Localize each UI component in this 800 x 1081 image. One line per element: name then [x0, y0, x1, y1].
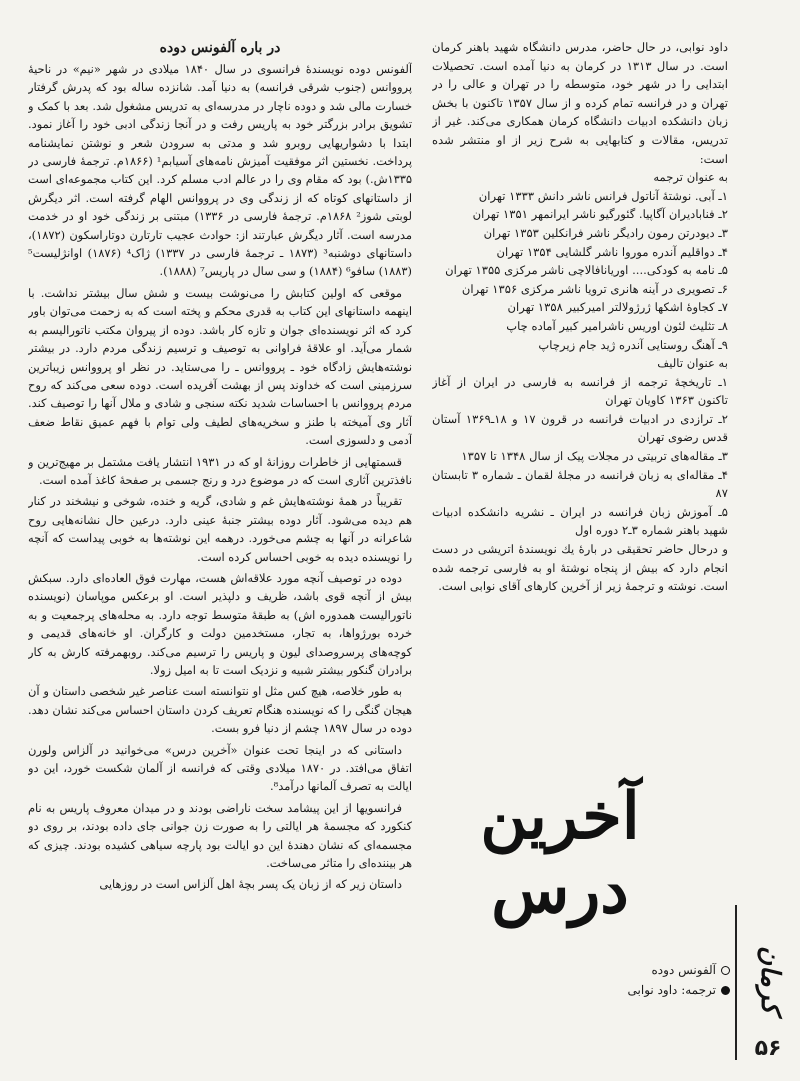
magazine-logo: کرمان: [755, 946, 785, 1014]
story-credits: [560, 960, 730, 1008]
list-item: ۱ـ تاریخچۀ ترجمه از فرانسه به فارسی در ایران از آغاز تاکنون ۱۳۶۳ کاویان تهران: [432, 374, 728, 408]
list-item: ۸ـ تثلیث لئون اوریس ناشرامیر کبیر آماده چاپ: [506, 318, 728, 333]
list-item: ۳ـ مقاله‌های تربیتی در مجلات پیک از سال ۱۳۴۸ تا ۱۳۵۷: [461, 449, 728, 464]
story-title-line: درس: [491, 853, 629, 928]
filled-bullet-icon: [721, 986, 730, 995]
list-item: ۷ـ کجاوۀ اشکها ژرژولالتر امیرکبیر ۱۳۵۸ تهران: [507, 300, 728, 315]
bio-intro: داود نوابی، در حال حاضر، مدرس دانشگاه شهید باهنر کرمان است. در سال ۱۳۱۳ در کرمان به دنیا آمده است. تحصیلات ابتدایی را در شهر خود، متوسطه را در تهران و عالی را در تهران و در فرانسه تمام کرده و از سال ۱۳۵۷ تاکنون با بخش زبان دانشکده ادبیات دانشگاه کرمان همکاری می‌کند. غیر از تدریس، مقالات و کتابهایی به شرح زیر از او منتشر شده است:: [432, 40, 728, 166]
list-item: ۶ـ تصویری در آینه هانری ترویا ناشر مرکزی ۱۳۵۶ تهران: [461, 281, 728, 296]
article-paragraph: به طور خلاصه، هیچ کس مثل او نتوانسته است عناصر غیر شخصی داستان و آن هیجان گنگی را که نویسنده هنگام تعریف کردن داستان احساس می‌کند نشان دهد. دوده در سال ۱۸۹۷ چشم از دنیا فرو بست.: [28, 684, 412, 736]
translator-bio-column: [432, 38, 728, 638]
article-paragraph: آلفونس دوده نویسندۀ فرانسوی در سال ۱۸۴۰ میلادی در شهر «نیم» در ناحیۀ پرووانس (جنوب شرقی فرانسه) به دنیا آمد. شانزده ساله بود که پدرش گرفتار خسارت مالی شد و دوده ناچار در مدرسه‌ای به تدریس مشغول شد. بعد با کمک و تشویق برادر بزرگتر خود به پاریس رفت و در آنجا زندگی ادبی خود را آغاز نمود. ابتدا با دشواریهایی روبرو شد و مدتی به سرودن شعر و نوشتن نمایشنامه پرداخت. نخستین اثر موفقیت آمیزش نامه‌های آسیابم¹ (۱۸۶۶م. ترجمۀ فارسی در ۱۳۳۵ش.) بود که مقام وی را در عالم ادب مسلم کرد. این کتاب مجموعه‌ای است از داستانهای کوتاه که از زندگی وی در پرووانس الهام گرفته است. اثر دیگرش لوبتی شوز² ۱۸۶۸م. ترجمۀ فارسی در ۱۳۳۶) مبتنی بر زندگی خود او در خدمت مدرسه است. آثار دیگرش عبارتند از: حوادث عجیب تارتارن دوتاراسکون (۱۸۷۲)، داستانهای دوشنبه³ (۱۸۷۳ ـ ترجمۀ فارسی در ۱۳۳۷) ژاک⁴ (۱۸۷۶) اوانژلیست⁵ (۱۸۸۳) سافو⁶ (۱۸۸۴) و سی سال در پاریس⁷ (۱۸۸۸).: [28, 62, 412, 279]
author-credit: [560, 960, 730, 980]
circle-bullet-icon: [721, 966, 730, 975]
list-item: ۳ـ دیودرتن رمون رادیگر ناشر فرانکلین ۱۳۵۳ تهران: [483, 225, 728, 240]
article-paragraph: قسمتهایی از خاطرات روزانۀ او که در ۱۹۳۱ انتشار یافت مشتمل بر مهیج‌ترین و نافذترین آثاری است که در موضوع درد و رنج جسمی بر صفحۀ کاغذ آمده است.: [28, 454, 412, 487]
translations-heading: به عنوان ترجمه: [653, 170, 728, 185]
article-paragraph: داستان زیر که از زبان یک پسر بچۀ اهل آلزاس است در روزهایی: [99, 877, 402, 892]
authored-heading: به عنوان تالیف: [657, 356, 728, 371]
article-paragraph: موقعی که اولین کتابش را می‌نوشت بیست و شش سال بیشتر نداشت. با اینهمه داستانهای این کتاب به قدری محکم و پخته است که به زحمت می‌توان باور کرد که اثر نویسنده‌ای جوان و تازه کار باشد. دوده از پیروان مکتب ناتورالیسم به شمار می‌آید. او علاقۀ فراوانی به توصیف و ترسیم زندگی مردم دارد. در بیشتر نوشته‌هایش زادگاه خود ـ پرووانس ـ را می‌ستاید. در نظر او پرووانس زیباترین سرزمینی است که خداوند پس از بهشت آفریده است. دوده سعی می‌کند که روح مردم پرووانس با احساسات شدید نکته سنجی و شادی و ملال آنها را توصیف کند. آثار وی آمیخته با طنز و سخریه‌های لطیف ولی توام با فهم عمیق نقاط ضعف آدمی و دلسوزی است.: [28, 285, 412, 448]
story-title: [470, 780, 650, 970]
list-item: ۲ـ ترازدی در ادبیات فرانسه در قرون ۱۷ و ۱۸ـ۱۳۶۹ آستان قدس رضوی تهران: [432, 411, 728, 445]
article-column: [28, 38, 412, 1038]
article-title: در باره آلفونس دوده: [159, 40, 281, 56]
article-paragraph: داستانی که در اینجا تحت عنوان «آخرین درس» می‌خوانید در آلزاس ولورن اتفاق می‌افتد. در ۱۸۷۰ میلادی وقتی که فرانسه از آلمان شکست خورد، این دو ایالت به تصرف آلمانها درآمد⁸.: [28, 742, 412, 794]
list-item: ۲ـ فنابادیران آگاپیا. گئورگیو ناشر ایرانمهر ۱۳۵۱ تهران: [472, 207, 728, 222]
translator-credit: [560, 980, 730, 1000]
list-item: ۴ـ دواقلیم آندره موروا ناشر گلشایی ۱۳۵۴ تهران: [496, 244, 728, 259]
page-number: ۵۶: [754, 1036, 782, 1061]
translations-list: [432, 187, 728, 354]
article-paragraph: دوده در توصیف آنچه مورد علاقه‌اش هست، مهارت فوق العاده‌ای دارد. سبکش بیش از آنچه قوی باشد، ظریف و دلپذیر است. او برعکس موپاسان (نویسنده ناتورالیست همدوره اش) به طبقۀ متوسط توجه دارد. به محله‌های پرجمعیت و به خرده بورژواها، به تجار، مستخدمین دولت و کارگران. او خانه‌های قدیمی و کوچه‌های پرسروصدای لیون و پاریس را ترسیم می‌کند. روبهمرفته کارش به کار برادران گنکور بیشتر شبیه و نزدیک است تا به امیل زولا.: [28, 570, 412, 677]
translator-credit-text: ترجمه: داود نوابی: [627, 983, 716, 997]
list-item: ۹ـ آهنگ روستایی آندره ژید جام زیرچاپ: [538, 337, 728, 352]
list-item: ۴ـ مقاله‌ای به زبان فرانسه در مجلۀ لقمان ـ شماره ۳ تابستان ۸۷: [432, 467, 728, 501]
margin-divider: [735, 905, 737, 1060]
author-credit-text: آلفونس دوده: [651, 963, 716, 977]
story-title-line: آخرین: [480, 779, 640, 854]
article-paragraph: فرانسویها از این پیشامد سخت ناراضی بودند و در میدان معروف پاریس به نام کنکورد که مجسمۀ هر ایالتی را به صورت زن جوانی جای داده بودند، بر روی دو مجسمه‌ای که نشان دهندۀ این دو ایالت بود پارچه سیاهی کشیده بودند. چیزی که هر بیننده‌ای را متاثر می‌ساخت.: [28, 800, 412, 871]
list-item: ۱ـ آبی. نوشتۀ آناتول فرانس ناشر دانش ۱۳۳۳ تهران: [478, 188, 728, 203]
bio-closing: و درحال حاضر تحقیقی در بارۀ یك نویسندۀ اتریشی در دست انجام دارد که بیش از پنجاه نوشتۀ او به فارسی ترجمه شده است. نوشته و ترجمۀ زیر از آخرین کارهای آقای نوابی است.: [432, 542, 728, 594]
list-item: ۵ـ آموزش زبان فرانسه در ایران ـ نشریه دانشکده ادبیات شهید باهنر شماره ۳ـ۲ دوره اول: [432, 504, 728, 538]
article-paragraph: تقریباً در همۀ نوشته‌هایش غم و شادی، گریه و خنده، شوخی و نیشخند در کنار هم دیده می‌شود. آثار دوده بیشتر جنبۀ عینی دارد. درعین حال نشانه‌هایی روح شاعرانه در آنها به چشم می‌خورد. درهمه این نوشته‌ها به خوبی پیداست که آنچه را نویسنده دیده به خوبی احساس کرده است.: [28, 494, 412, 564]
list-item: ۵ـ نامه به کودکی.... اوریانافالاچی ناشر مرکزی ۱۳۵۵ تهران: [445, 263, 728, 278]
authored-list: [432, 373, 728, 540]
